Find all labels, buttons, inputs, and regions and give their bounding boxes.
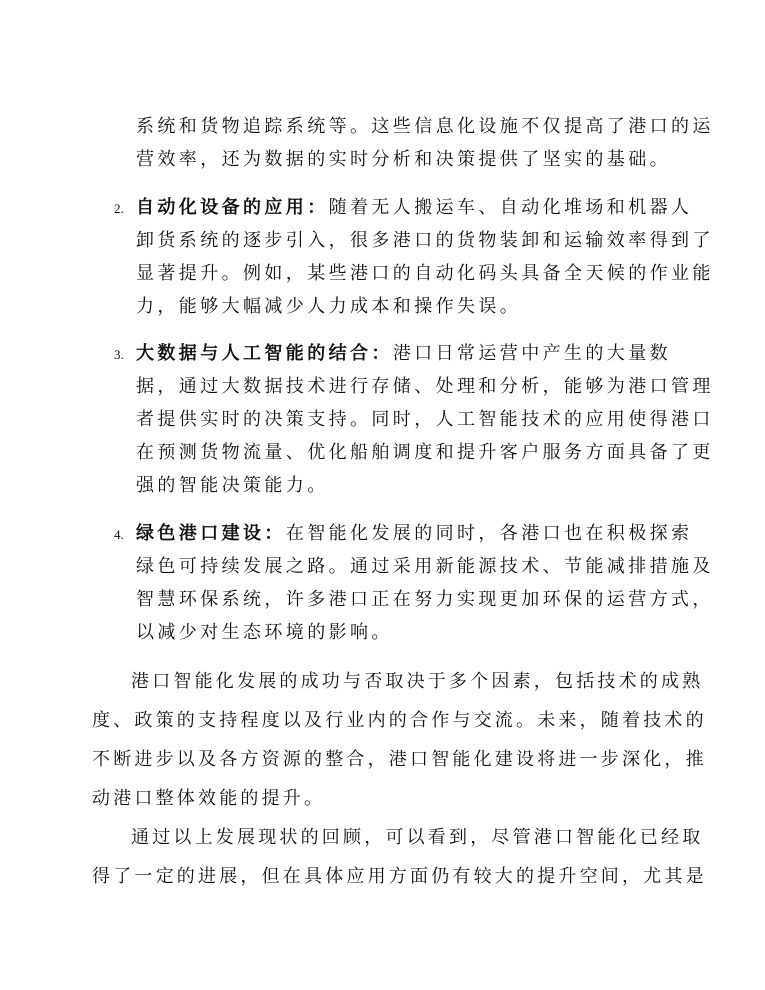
list-item-4-line-2: 绿色可持续发展之路。通过采用新能源技术、节能减排措施及 (136, 556, 714, 577)
list-item-2-title: 自动化设备的应用： (136, 197, 329, 218)
list-item-4-line-4: 以减少对生态环境的影响。 (136, 622, 393, 643)
list-item-2-line-2: 卸货系统的逐步引入，很多港口的货物装卸和运输效率得到了 (136, 230, 714, 251)
list-item-4-first-text: 在智能化发展的同时，各港口也在积极探索 (285, 523, 693, 544)
list-item-2-first-text: 随着无人搬运车、自动化堆场和机器人 (328, 197, 693, 218)
list-item-3-first-line (136, 342, 671, 366)
list-item-4-line-3: 智慧环保系统，许多港口正在努力实现更加环保的运营方式， (136, 589, 714, 610)
paragraph-1-line-2: 度、政策的支持程度以及行业内的合作与交流。未来，随着技术的 (92, 710, 707, 731)
list-item-3-line-3: 者提供实时的决策支持。同时，人工智能技术的应用使得港口 (136, 409, 714, 430)
paragraph-1-line-3: 不断进步以及各方资源的整合，港口智能化建设将进一步深化，推 (92, 749, 707, 770)
list-item-3-line-2: 据，通过大数据技术进行存储、处理和分析，能够为港口管理 (136, 376, 714, 397)
list-item-4-title: 绿色港口建设： (136, 523, 286, 544)
continuation-line-1: 系统和货物追踪系统等。这些信息化设施不仅提高了港口的运 (136, 116, 714, 137)
list-item-2-line-4: 力，能够大幅减少人力成本和操作失误。 (136, 296, 522, 317)
list-number-4: 4. (114, 527, 124, 542)
list-item-3-title: 大数据与人工智能的结合： (136, 343, 393, 364)
list-item-4-first-line (136, 522, 692, 546)
list-number-3: 3. (114, 347, 124, 362)
list-item-3-line-5: 强的智能决策能力。 (136, 475, 329, 496)
list-number-2: 2. (114, 201, 124, 216)
paragraph-2-line-2: 得了一定的进展，但在具体应用方面仍有较大的提升空间，尤其是 (92, 866, 707, 887)
paragraph-1-line-4: 动港口整体效能的提升。 (92, 788, 326, 809)
list-item-3-first-text: 港口日常运营中产生的大量数 (392, 343, 672, 364)
list-item-2-line-3: 显著提升。例如，某些港口的自动化码头具备全天候的作业能 (136, 263, 714, 284)
list-item-2-first-line (136, 196, 692, 220)
paragraph-1-line-1: 港口智能化发展的成功与否取决于多个因素，包括技术的成熟 (131, 671, 704, 692)
paragraph-2-line-1: 通过以上发展现状的回顾，可以看到，尽管港口智能化已经取 (131, 827, 704, 848)
continuation-line-2: 营效率，还为数据的实时分析和决策提供了坚实的基础。 (136, 149, 671, 170)
list-item-3-line-4: 在预测货物流量、优化船舶调度和提升客户服务方面具备了更 (136, 442, 714, 463)
